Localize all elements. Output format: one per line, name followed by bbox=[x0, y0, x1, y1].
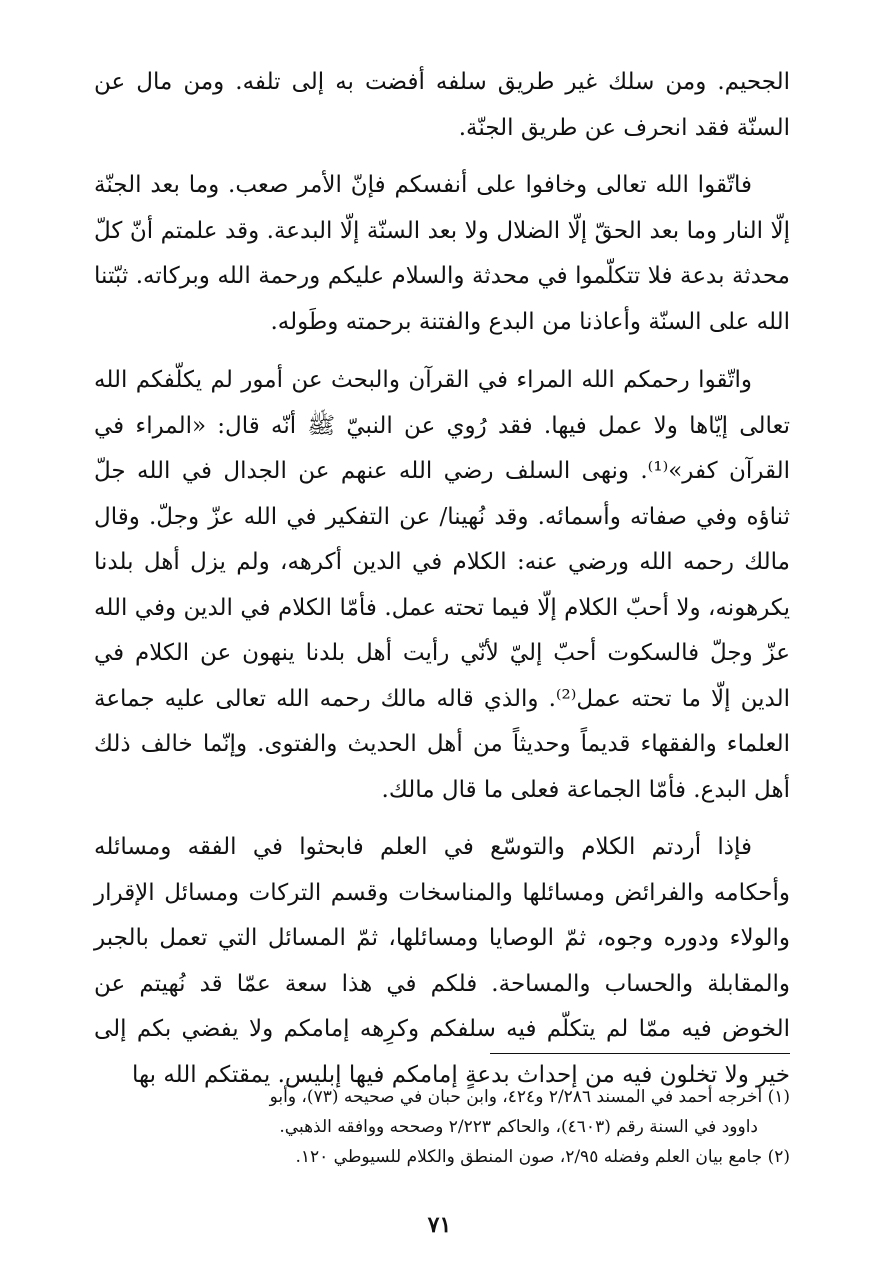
page-body bbox=[94, 60, 790, 1240]
footnote-1-continued: داوود في السنة رقم (٤٦٠٣)، والحاكم ٢/٢٢٣ وصححه ووافقه الذهبي. bbox=[279, 1117, 758, 1137]
footnotes bbox=[94, 1082, 790, 1172]
paragraph-3: واتّقوا رحمكم الله المراء في القرآن والبحث عن أمور لم يكلّفكم الله تعالى إيّاها ولا عمل فيها. فقد رُوي عن النبيّ ﷺ أنّه قال: «المراء في القرآن كفر»⁽¹⁾. ونهى السلف رضي الله عنهم عن الجدال في الله جلّ ثناؤه وفي صفاته وأسمائه. وقد نُهينا/ عن التفكير في الله عزّ وجلّ. وقال مالك رحمه الله ورضي عنه: الكلام في الدين أكرهه، ولم يزل أهل بلدنا يكرهونه، ولا أحبّ الكلام إلّا فيما تحته عمل. فأمّا الكلام في الدين وفي الله عزّ وجلّ فالسكوت أحبّ إليّ لأنّي رأيت أهل بلدنا ينهون عن الكلام في الدين إلّا ما تحته عمل⁽²⁾. والذي قاله مالك رحمه الله تعالى عليه جماعة العلماء والفقهاء قديماً وحديثاً من أهل الحديث والفتوى. وإنّما خالف ذلك أهل البدع. فأمّا الجماعة فعلى ما قال مالك. bbox=[94, 367, 791, 803]
paragraph-2: فاتّقوا الله تعالى وخافوا على أنفسكم فإنّ الأمر صعب. وما بعد الجنّة إلّا النار وما بعد الحقّ إلّا الضلال ولا بعد السنّة إلّا البدعة. وقد علمتم أنّ كلّ محدثة بدعة فلا تتكلّموا في محدثة والسلام عليكم ورحمة الله وبركاته. ثبّتنا الله على السنّة وأعاذنا من البدع والفتنة برحمته وطَوله. bbox=[94, 172, 790, 335]
footnote-1: (١) أخرجه أحمد في المسند ٢/٢٨٦ و٤٢٤، وابن حبان في صحيحه (٧٣)، وأبو bbox=[269, 1087, 790, 1107]
paragraph-1: الجحيم. ومن سلك غير طريق سلفه أفضت به إلى تلفه. ومن مال عن السنّة فقد انحرف عن طريق الجنّة. bbox=[94, 69, 790, 141]
footnote-divider bbox=[490, 1053, 790, 1054]
footnote-2: (٢) جامع بيان العلم وفضله ٢/٩٥، صون المنطق والكلام للسيوطي ١٢٠. bbox=[295, 1147, 790, 1167]
paragraph-4: فإذا أردتم الكلام والتوسّع في العلم فابحثوا في الفقه ومسائله وأحكامه والفرائض ومسائلها والمناسخات وقسم التركات ومسائل الإقرار والولاء ودوره وجوه، ثمّ الوصايا ومسائلها، ثمّ المسائل التي تعمل بالجبر والمقابلة والحساب والمساحة. فلكم في هذا سعة عمّا قد نُهيتم عن الخوض فيه ممّا لم يتكلّم فيه سلفكم وكرِهه إمامكم ولا يفضي بكم إلى خير ولا تخلون فيه من إحداث بدعةٍ إمامكم فيها إبليس. يمقتكم الله بها bbox=[94, 834, 790, 1088]
page-number: ٧١ bbox=[427, 1212, 452, 1238]
